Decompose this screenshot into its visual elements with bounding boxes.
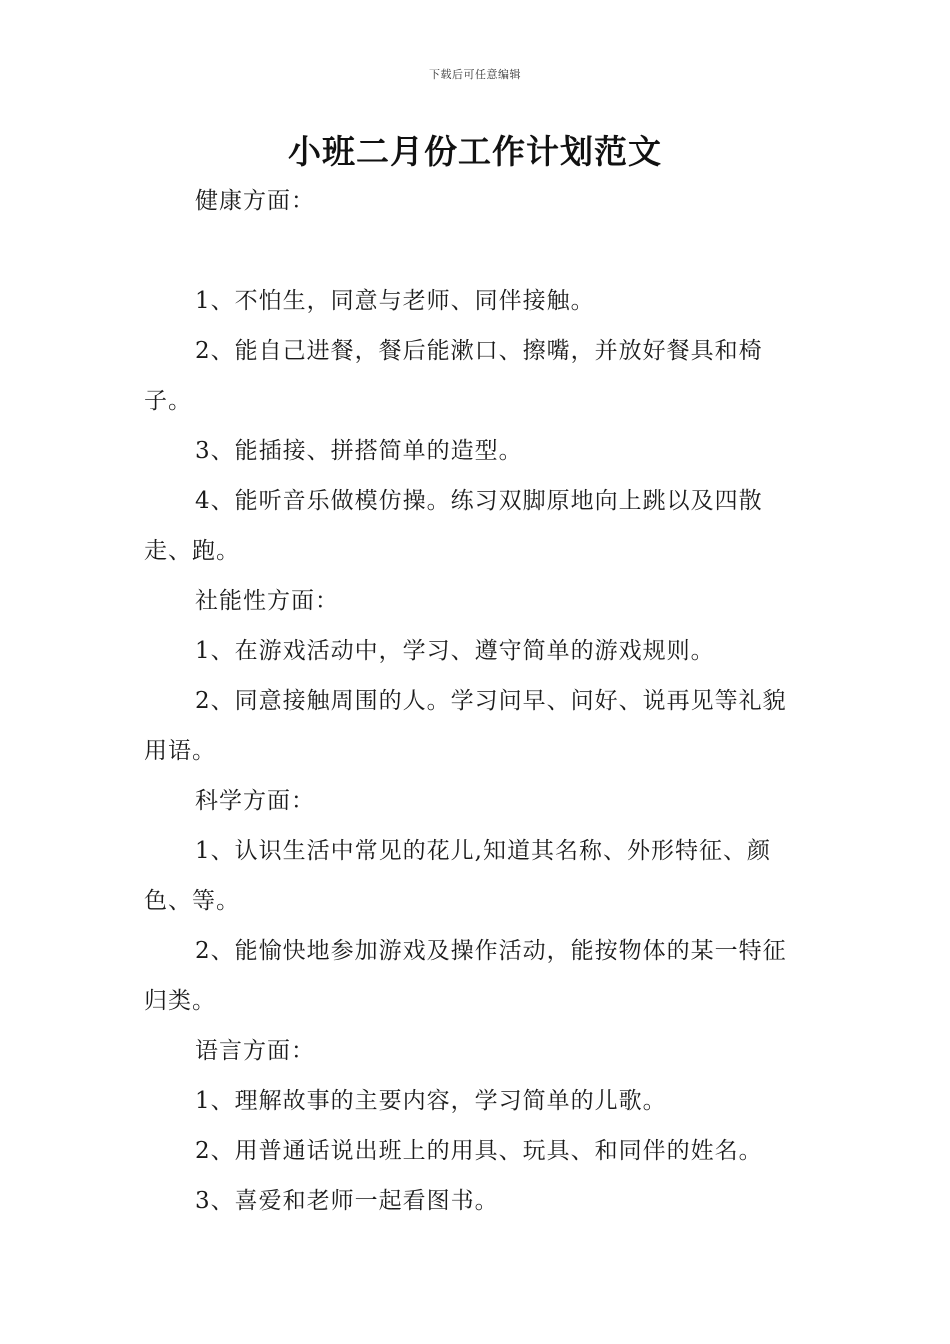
blank-line [144,226,808,276]
document-title: 小班二月份工作计划范文 [288,132,662,171]
paragraph-item: 2、同意接触周围的人。学习问早、问好、说再见等礼貌用语。 [144,688,787,764]
paragraph-item: 2、用普通话说出班上的用具、玩具、和同伴的姓名。 [195,1138,763,1164]
section-heading-social: 社能性方面： [195,588,339,614]
paragraph-item: 3、能插接、拼搭简单的造型。 [195,438,523,464]
paragraph-item: 1、理解故事的主要内容，学习简单的儿歌。 [195,1088,667,1114]
paragraph-item: 3、喜爱和老师一起看图书。 [195,1188,499,1214]
page-header-note: 下载后可任意编辑 [429,68,521,81]
paragraph-item: 1、在游戏活动中，学习、遵守简单的游戏规则。 [195,638,715,664]
paragraph-item: 2、能愉快地参加游戏及操作活动，能按物体的某一特征归类。 [144,938,787,1014]
paragraph-item: 4、能听音乐做模仿操。练习双脚原地向上跳以及四散走、跑。 [144,488,763,564]
paragraph-item: 2、能自己进餐，餐后能漱口、擦嘴，并放好餐具和椅子。 [144,338,763,414]
document-body [144,176,808,1226]
paragraph-item: 1、认识生活中常见的花儿,知道其名称、外形特征、颜色、等。 [144,838,771,914]
section-heading-science: 科学方面： [195,788,315,814]
section-heading-health: 健康方面： [195,188,315,214]
section-heading-language: 语言方面： [195,1038,315,1064]
paragraph-item: 1、不怕生，同意与老师、同伴接触。 [195,288,595,314]
